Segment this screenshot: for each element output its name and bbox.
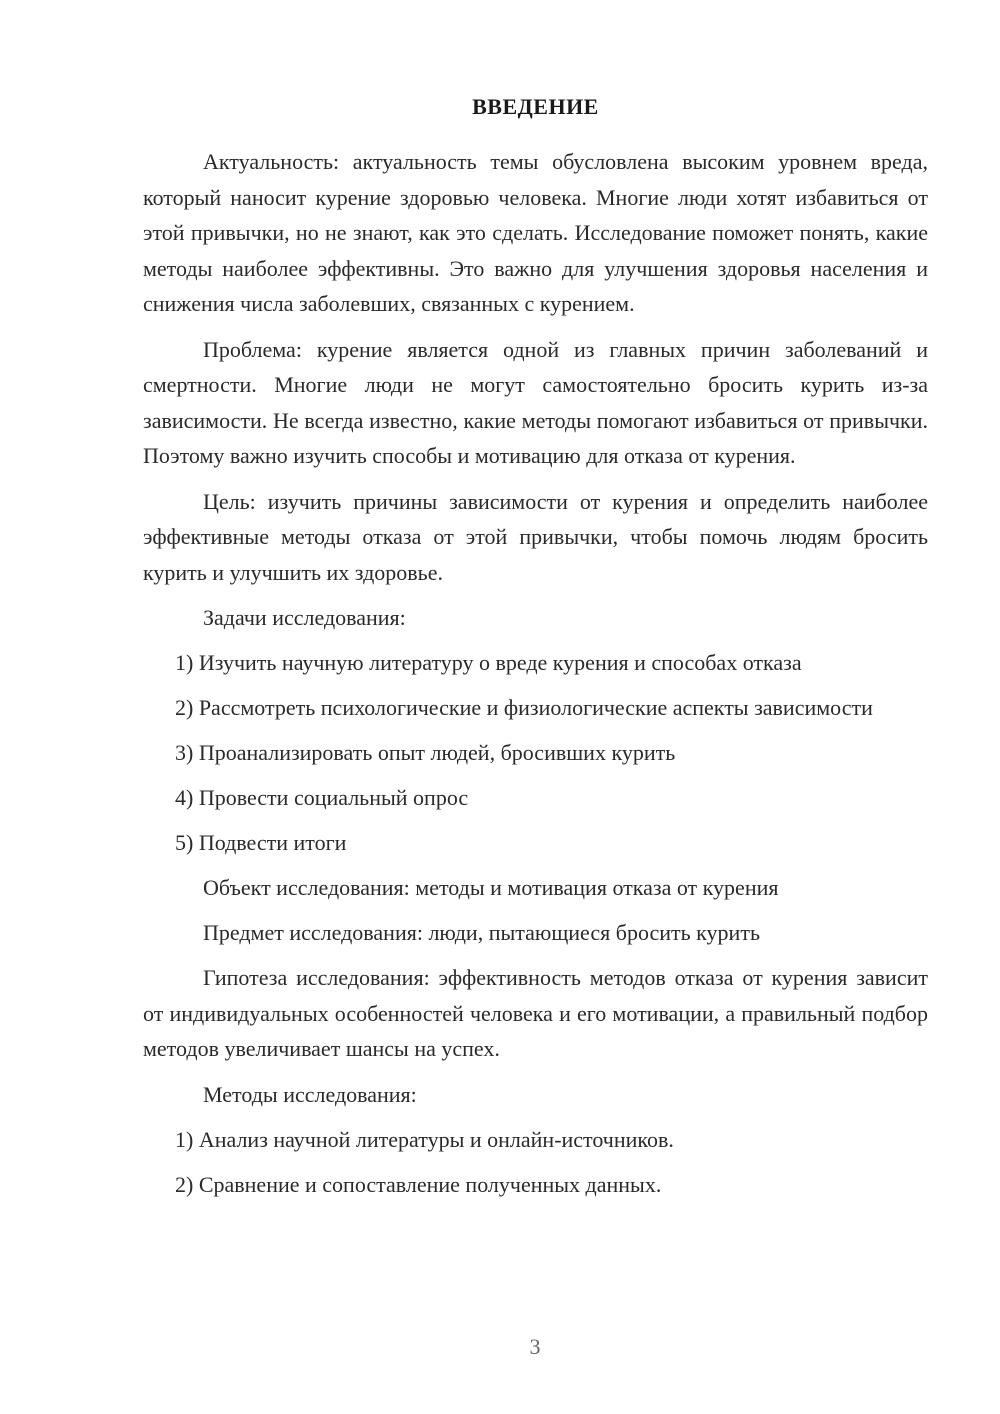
goal-paragraph: Цель: изучить причины зависимости от курения и определить наиболее эффективные методы отказа от этой привычки, чтобы помочь людям бросить курить и улучшить их здоровье. <box>143 488 928 585</box>
subject-line: Предмет исследования: люди, пытающиеся бросить курить <box>203 920 760 945</box>
section-heading: ВВЕДЕНИЕ <box>472 94 599 119</box>
list-item: 1) Изучить научную литературу о вреде курения и способах отказа <box>175 650 802 675</box>
tasks-list <box>143 645 928 860</box>
page-number: 3 <box>529 1334 541 1359</box>
list-item: 1) Анализ научной литературы и онлайн-источников. <box>175 1126 674 1152</box>
methods-heading: Методы исследования: <box>203 1081 417 1107</box>
document-page <box>143 92 928 1212</box>
hypothesis-paragraph: Гипотеза исследования: эффективность методов отказа от курения зависит от индивидуальных особенностей человека и его мотивации, а правильный подбор методов увеличивает шансы на успех. <box>143 965 928 1061</box>
problem-paragraph: Проблема: курение является одной из главных причин заболеваний и смертности. Многие люди не могут самостоятельно бросить курить из-за зависимости. Не всегда известно, какие методы помогают избавиться от привычки. Поэтому важно изучить способы и мотивацию для отказа от курения. <box>143 336 928 468</box>
list-item: 2) Рассмотреть психологические и физиологические аспекты зависимости <box>175 695 873 720</box>
list-item: 3) Проанализировать опыт людей, бросивших курить <box>175 740 676 765</box>
list-item: 5) Подвести итоги <box>175 830 347 855</box>
object-line: Объект исследования: методы и мотивация отказа от курения <box>203 875 779 900</box>
list-item: 2) Сравнение и сопоставление полученных данных. <box>175 1171 662 1197</box>
list-item: 4) Провести социальный опрос <box>175 785 469 810</box>
tasks-heading: Задачи исследования: <box>203 605 406 630</box>
methods-list <box>143 1122 928 1202</box>
relevance-paragraph: Актуальность: актуальность темы обусловлена высоким уровнем вреда, который наносит курение здоровью человека. Многие люди хотят избавиться от этой привычки, но не знают, как это сделать. Исследование поможет понять, какие методы наиболее эффективны. Это важно для улучшения здоровья населения и снижения числа заболевших, связанных с курением. <box>143 149 928 316</box>
